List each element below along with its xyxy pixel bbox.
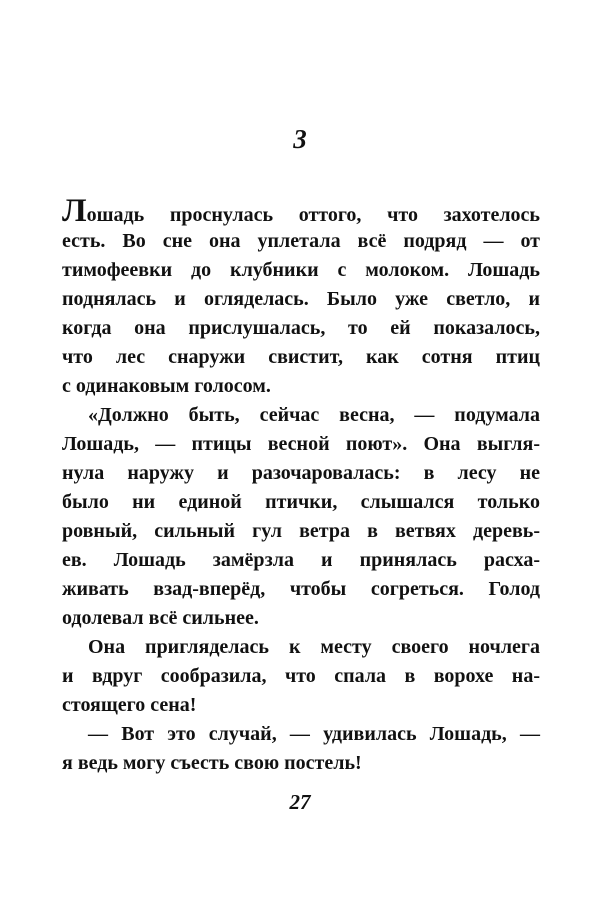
- text-line: тимофеевки до клубники с молоком. Лошадь: [62, 259, 540, 281]
- text-line: было ни единой птички, слышался только: [62, 491, 540, 513]
- text-line: ев. Лошадь замёрзла и принялась расха-: [62, 549, 540, 571]
- text-line: поднялась и огляделась. Было уже светло, и: [62, 288, 540, 310]
- drop-cap: Л: [62, 193, 87, 229]
- text-line: и вдруг сообразила, что спала в ворохе на-: [62, 665, 540, 687]
- text-line: есть. Во сне она уплетала всё подряд — от: [62, 230, 540, 252]
- chapter-number: 3: [293, 124, 307, 154]
- text-line: живать взад-вперёд, чтобы согреться. Голод: [62, 578, 540, 600]
- text-line: с одинаковым голосом.: [62, 375, 271, 397]
- text-line: Лошадь, — птицы весной поют». Она выгля-: [62, 433, 540, 455]
- text-line: я ведь могу съесть свою постель!: [62, 752, 362, 774]
- text-line: «Должно быть, сейчас весна, — подумала: [88, 404, 540, 426]
- text-line: Она пригляделась к месту своего ночлега: [88, 636, 540, 658]
- text-line: когда она прислушалась, то ей показалось,: [62, 317, 540, 339]
- text-line: — Вот это случай, — удивилась Лошадь, —: [88, 723, 540, 745]
- page-number: 27: [289, 790, 311, 814]
- text-line: Лошадь проснулась оттого, что захотелось: [62, 193, 540, 229]
- text-line: стоящего сена!: [62, 694, 197, 716]
- text-line: ровный, сильный гул ветра в ветвях деревь-: [62, 520, 540, 542]
- text-line: что лес снаружи свистит, как сотня птиц: [62, 346, 540, 368]
- text-line: нула наружу и разочаровалась: в лесу не: [62, 462, 540, 484]
- text-line: одолевал всё сильнее.: [62, 607, 259, 629]
